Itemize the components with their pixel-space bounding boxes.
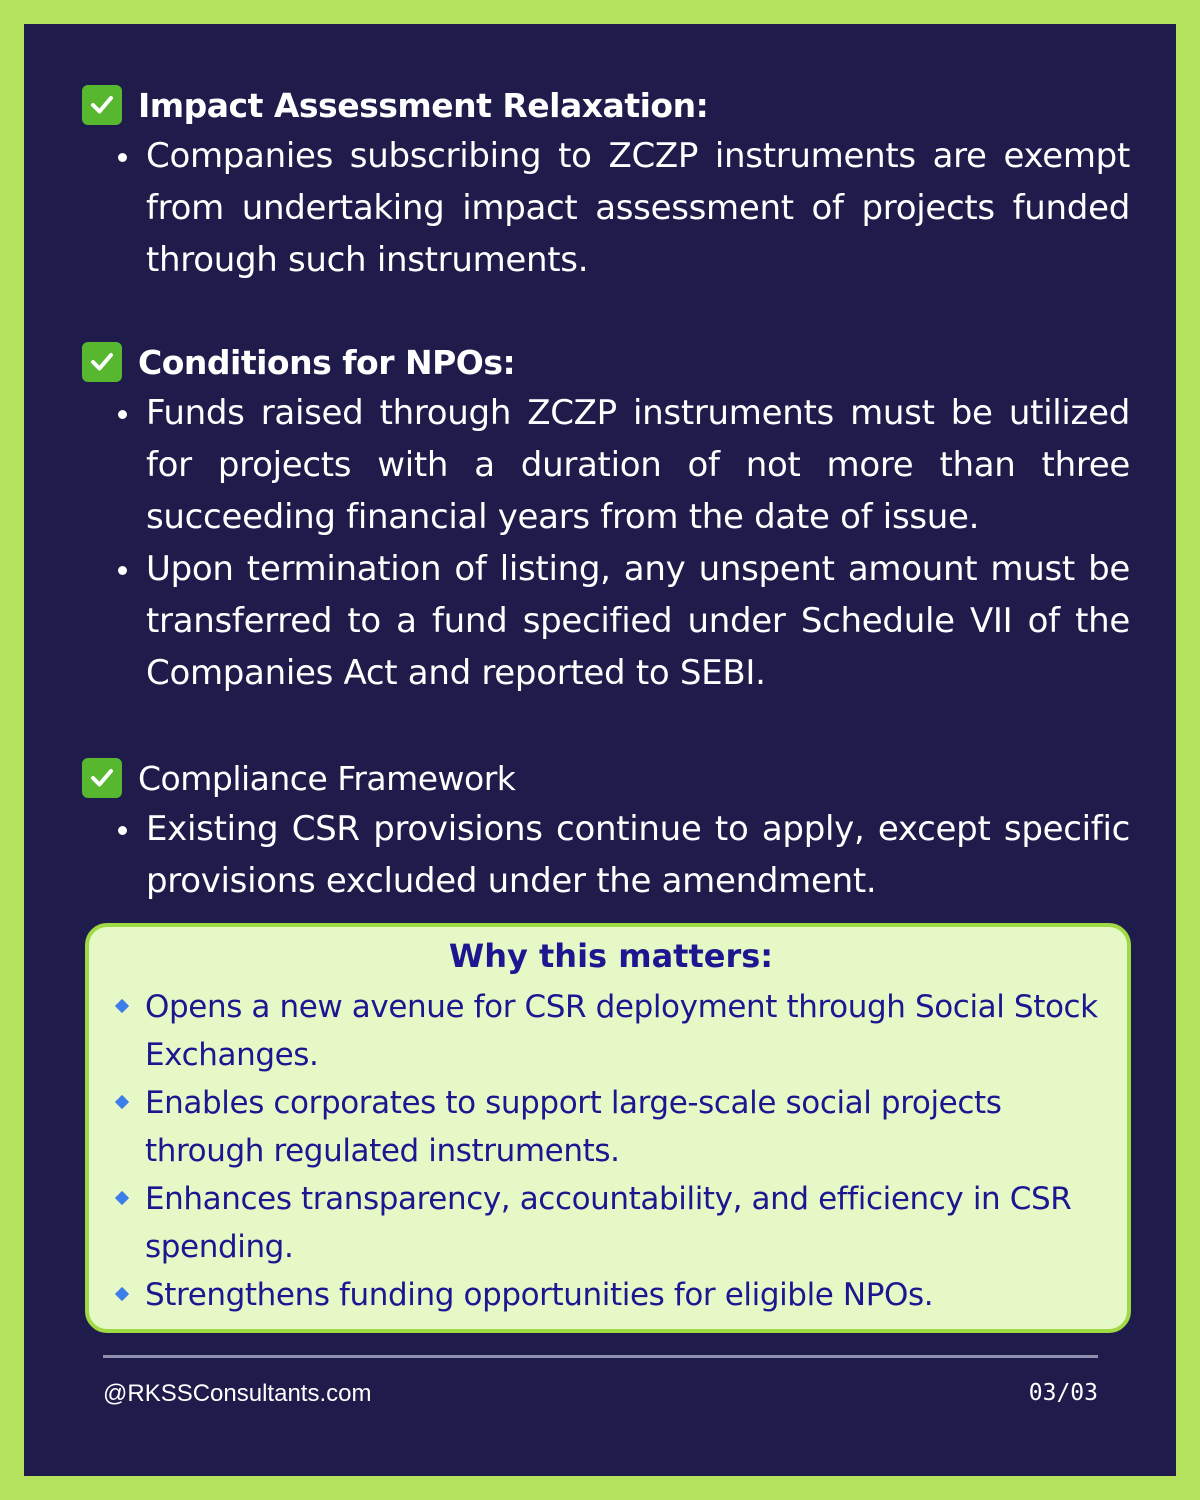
bullet-item: Funds raised through ZCZP instruments must be utilized for projects with a duration of not more than three succeeding financial years from the date of issue. [82, 387, 1130, 543]
footer-divider [103, 1355, 1098, 1358]
callout-item [111, 1079, 1111, 1175]
bullet-list [82, 130, 1130, 286]
bullet-list [82, 387, 1130, 699]
callout-item-text: Opens a new avenue for CSR deployment through Social Stock Exchanges. [145, 989, 1098, 1073]
content-panel [24, 24, 1176, 1476]
diamond-icon [115, 1287, 129, 1301]
check-mark-icon [82, 85, 122, 125]
bullet-item: Companies subscribing to ZCZP instruments are exempt from undertaking impact assessment of projects funded through such instruments. [82, 130, 1130, 286]
section-heading-text: Conditions for NPOs: [138, 342, 516, 382]
section-heading [82, 80, 1130, 130]
diamond-icon [115, 999, 129, 1013]
footer-handle: @RKSSConsultants.com [103, 1380, 372, 1407]
check-mark-icon [82, 342, 122, 382]
bullet-list [82, 803, 1130, 907]
callout-item-text: Enables corporates to support large-scale social projects through regulated instruments. [145, 1085, 1002, 1169]
section-impact-assessment [82, 80, 1130, 286]
callout-item [111, 983, 1111, 1079]
section-heading-text: Compliance Framework [138, 758, 516, 798]
callout-item [111, 1175, 1111, 1271]
why-this-matters-callout [85, 923, 1131, 1333]
section-heading-text: Impact Assessment Relaxation: [138, 85, 709, 125]
diamond-icon [115, 1095, 129, 1109]
bullet-item: Existing CSR provisions continue to apply, except specific provisions excluded under the amendment. [82, 803, 1130, 907]
callout-list [111, 983, 1111, 1319]
section-heading [82, 753, 1130, 803]
check-mark-icon [82, 758, 122, 798]
page-number: 03/03 [1028, 1380, 1098, 1406]
callout-item-text: Enhances transparency, accountability, and efficiency in CSR spending. [145, 1181, 1072, 1265]
callout-title: Why this matters: [448, 937, 774, 975]
bullet-item: Upon termination of listing, any unspent amount must be transferred to a fund specified under Schedule VII of the Companies Act and reported to SEBI. [82, 543, 1130, 699]
callout-item [111, 1271, 1111, 1319]
section-compliance-framework [82, 753, 1130, 907]
diamond-icon [115, 1191, 129, 1205]
callout-item-text: Strengthens funding opportunities for eligible NPOs. [145, 1277, 934, 1313]
section-conditions-npos [82, 337, 1130, 699]
section-heading [82, 337, 1130, 387]
